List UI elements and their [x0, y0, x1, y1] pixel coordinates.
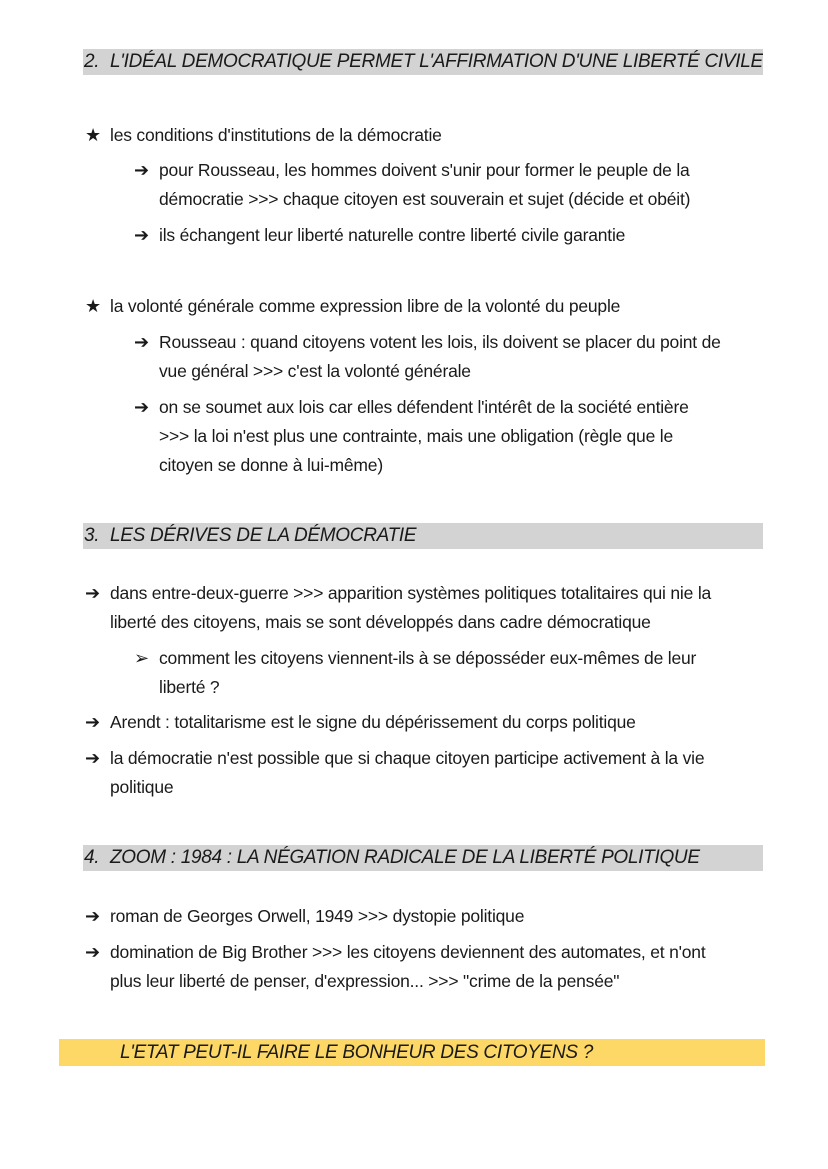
- s4-item1: roman de Georges Orwell, 1949 >>> dystopie politique: [110, 906, 525, 926]
- s4-item2-line2: plus leur liberté de penser, d'expression... >>> "crime de la pensée": [110, 971, 620, 991]
- arrow-bullet-icon: ➔: [85, 748, 101, 768]
- section-2-number: 2.: [84, 51, 100, 72]
- section-4-header: [83, 845, 763, 871]
- section-4-number: 4.: [84, 847, 100, 868]
- section-4-title: ZOOM : 1984 : LA NÉGATION RADICALE DE LA LIBERTÉ POLITIQUE: [110, 847, 700, 868]
- arrow-bullet-icon: ➔: [134, 225, 150, 245]
- arrow-bullet-icon: ➔: [85, 942, 101, 962]
- s3-item3-line2: politique: [110, 777, 174, 797]
- section-2-title: L'IDÉAL DEMOCRATIQUE PERMET L'AFFIRMATION D'UNE LIBERTÉ CIVILE: [110, 51, 763, 72]
- question-header: [59, 1039, 765, 1066]
- star2-text: la volonté générale comme expression libre de la volonté du peuple: [110, 296, 621, 316]
- arrow-bullet-icon: ➔: [134, 332, 150, 352]
- star2-arrow2-line3: citoyen se donne à lui-même): [159, 455, 383, 475]
- arrow-bullet-icon: ➔: [134, 160, 150, 180]
- s4-item2-line1: domination de Big Brother >>> les citoyens deviennent des automates, et n'ont: [110, 942, 706, 962]
- star2-arrow1-line1: Rousseau : quand citoyens votent les lois, ils doivent se placer du point de: [159, 332, 721, 352]
- star1-arrow1-line1: pour Rousseau, les hommes doivent s'unir pour former le peuple de la: [159, 160, 690, 180]
- section-3-header: [83, 523, 763, 549]
- section-3-number: 3.: [84, 525, 100, 546]
- star2-arrow1-line2: vue général >>> c'est la volonté générale: [159, 361, 471, 381]
- star2-arrow2-line2: >>> la loi n'est plus une contrainte, mais une obligation (règle que le: [159, 426, 673, 446]
- s3-item3-line1: la démocratie n'est possible que si chaque citoyen participe activement à la vie: [110, 748, 705, 768]
- star1-text: les conditions d'institutions de la démocratie: [110, 125, 442, 145]
- arrow-bullet-icon: ➔: [85, 712, 101, 732]
- arrow-bullet-icon: ➔: [85, 583, 101, 603]
- arrow-bullet-icon: ➔: [85, 906, 101, 926]
- arrow-bullet-icon: ➔: [134, 397, 150, 417]
- star1-arrow2: ils échangent leur liberté naturelle contre liberté civile garantie: [159, 225, 626, 245]
- star-bullet-icon: ★: [85, 125, 102, 145]
- s3-sub1-line1: comment les citoyens viennent-ils à se déposséder eux-mêmes de leur: [159, 648, 697, 668]
- star1-arrow1-line2: démocratie >>> chaque citoyen est souverain et sujet (décide et obéit): [159, 189, 691, 209]
- s3-item1-line2: liberté des citoyens, mais se sont développés dans cadre démocratique: [110, 612, 651, 632]
- section-2-header: [83, 49, 763, 75]
- question-text: L'ETAT PEUT-IL FAIRE LE BONHEUR DES CITOYENS ?: [120, 1042, 594, 1063]
- s3-item2: Arendt : totalitarisme est le signe du dépérissement du corps politique: [110, 712, 636, 732]
- sub-arrow-icon: ➢: [134, 648, 150, 668]
- section-3-title: LES DÉRIVES DE LA DÉMOCRATIE: [110, 525, 417, 546]
- star-bullet-icon: ★: [85, 296, 102, 316]
- s3-sub1-line2: liberté ?: [159, 677, 220, 697]
- s3-item1-line1: dans entre-deux-guerre >>> apparition systèmes politiques totalitaires qui nie la: [110, 583, 712, 603]
- star2-arrow2-line1: on se soumet aux lois car elles défendent l'intérêt de la société entière: [159, 397, 689, 417]
